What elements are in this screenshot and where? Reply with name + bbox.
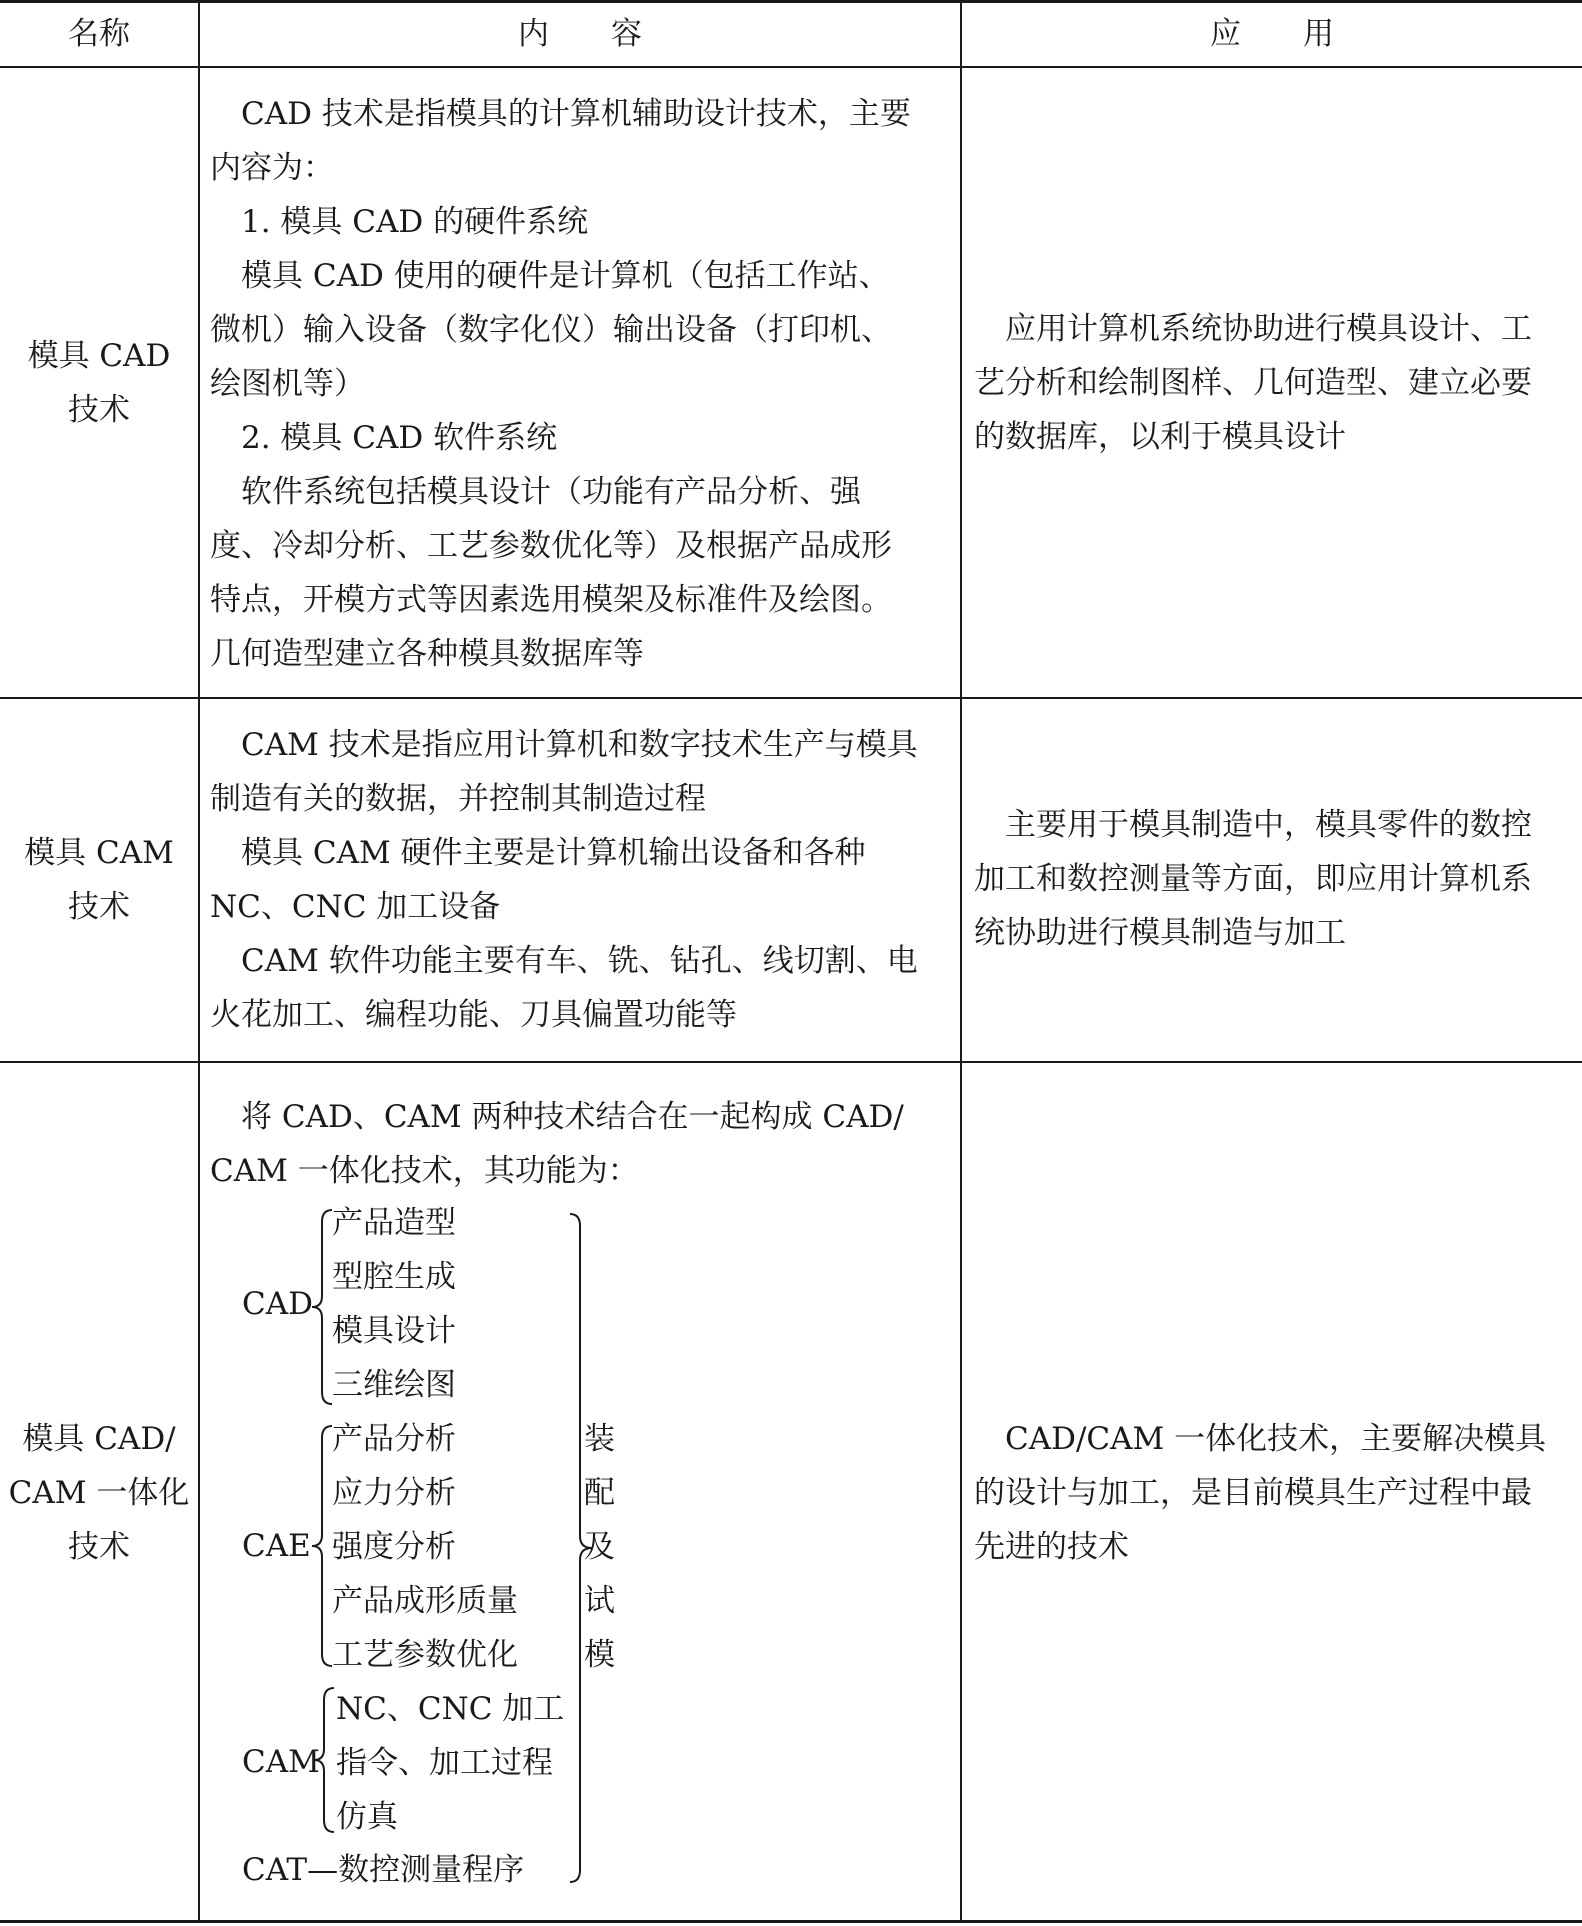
row2-name [0, 826, 198, 934]
cad-items [332, 1196, 456, 1412]
column-divider-1 [198, 0, 200, 1923]
name-line: 模具 CAM [24, 835, 174, 871]
application-line: 的数据库，以利于模具设计 [974, 419, 1346, 455]
cae-item: 产品分析 [332, 1421, 456, 1457]
content-line: 模具 CAM 硬件主要是计算机输出设备和各种 [210, 835, 866, 871]
row1-name [0, 329, 198, 437]
application-line: 主要用于模具制造中，模具零件的数控 [974, 807, 1532, 843]
content-line: CAM 技术是指应用计算机和数字技术生产与模具 [210, 727, 918, 763]
row3-intro [210, 1090, 955, 1198]
group-label-cae: CAE [242, 1528, 311, 1564]
row2-content [210, 718, 955, 1042]
row2-application [974, 798, 1574, 960]
application-line: 统协助进行模具制造与加工 [974, 915, 1346, 951]
header-bottom-rule [0, 66, 1582, 68]
column-divider-2 [960, 0, 962, 1923]
vertical-char: 试 [584, 1583, 615, 1619]
content-line: 内容为： [210, 150, 334, 186]
name-line: 技术 [68, 889, 130, 925]
content-line: 模具 CAD 使用的硬件是计算机（包括工作站、 [210, 258, 890, 294]
content-line: 微机）输入设备（数字化仪）输出设备（打印机、 [210, 312, 892, 348]
application-line: CAD/CAM 一体化技术，主要解决模具 [974, 1421, 1547, 1457]
name-line: 模具 CAD [27, 338, 171, 374]
cae-items [332, 1412, 518, 1682]
application-line: 应用计算机系统协助进行模具设计、工 [974, 311, 1532, 347]
application-line: 先进的技术 [974, 1529, 1129, 1565]
group-label-cad: CAD [242, 1286, 313, 1322]
left-brace-cam [312, 1686, 336, 1834]
vertical-char: 装 [584, 1421, 615, 1457]
content-line: 制造有关的数据，并控制其制造过程 [210, 781, 706, 817]
group-label-cam: CAM [242, 1744, 320, 1780]
row3-name [0, 1412, 198, 1574]
row1-application [974, 302, 1574, 464]
row1-bottom-rule [0, 697, 1582, 699]
application-line: 的设计与加工，是目前模具生产过程中最 [974, 1475, 1532, 1511]
cam-item: NC、CNC 加工 [336, 1691, 565, 1727]
name-line: CAM 一体化 [8, 1475, 190, 1511]
content-line: CAD 技术是指模具的计算机辅助设计技术，主要 [210, 96, 911, 132]
content-line: CAM 一体化技术，其功能为： [210, 1153, 639, 1189]
row1-content [210, 87, 955, 681]
name-line: 技术 [68, 1529, 130, 1565]
content-line: 将 CAD、CAM 两种技术结合在一起构成 CAD/ [210, 1099, 904, 1135]
application-line: 艺分析和绘制图样、几何造型、建立必要 [974, 365, 1532, 401]
cae-item: 应力分析 [332, 1475, 456, 1511]
name-line: 技术 [68, 392, 130, 428]
vertical-char: 模 [584, 1637, 615, 1673]
name-line: 模具 CAD/ [22, 1421, 176, 1457]
cam-items [336, 1682, 564, 1844]
content-line: 2. 模具 CAD 软件系统 [210, 420, 558, 456]
cam-item: 仿真 [336, 1799, 398, 1835]
content-line: NC、CNC 加工设备 [210, 889, 501, 925]
header-application: 应 用 [1210, 16, 1334, 52]
vertical-label-assembly-trial [584, 1412, 615, 1682]
left-brace-cad [310, 1208, 334, 1406]
header-content: 内 容 [518, 16, 642, 52]
vertical-char: 配 [584, 1475, 615, 1511]
vertical-char: 及 [584, 1529, 615, 1565]
cae-item: 产品成形质量 [332, 1583, 518, 1619]
content-line: 特点，开模方式等因素选用模架及标准件及绘图。 [210, 582, 892, 618]
content-line: CAM 软件功能主要有车、铣、钻孔、线切割、电 [210, 943, 918, 979]
content-line: 几何造型建立各种模具数据库等 [210, 636, 644, 672]
cae-item: 强度分析 [332, 1529, 456, 1565]
content-line: 火花加工、编程功能、刀具偏置功能等 [210, 997, 737, 1033]
row2-bottom-rule [0, 1061, 1582, 1063]
cad-item: 产品造型 [332, 1205, 456, 1241]
table-bottom-border [0, 1920, 1582, 1923]
row3-application [974, 1412, 1574, 1574]
cad-item: 模具设计 [332, 1313, 456, 1349]
content-line: 1. 模具 CAD 的硬件系统 [210, 204, 589, 240]
content-line: 度、冷却分析、工艺参数优化等）及根据产品成形 [210, 528, 892, 564]
cae-item: 工艺参数优化 [332, 1637, 518, 1673]
application-line: 加工和数控测量等方面，即应用计算机系 [974, 861, 1532, 897]
header-name: 名称 [68, 16, 130, 52]
cad-item: 型腔生成 [332, 1259, 456, 1295]
cam-item: 指令、加工过程 [336, 1745, 553, 1781]
content-line: 绘图机等） [210, 366, 365, 402]
content-line: 软件系统包括模具设计（功能有产品分析、强 [210, 474, 861, 510]
left-brace-cae [310, 1424, 334, 1668]
cat-line: CAT—数控测量程序 [242, 1852, 525, 1888]
cad-item: 三维绘图 [332, 1367, 456, 1403]
table-top-border [0, 0, 1582, 3]
